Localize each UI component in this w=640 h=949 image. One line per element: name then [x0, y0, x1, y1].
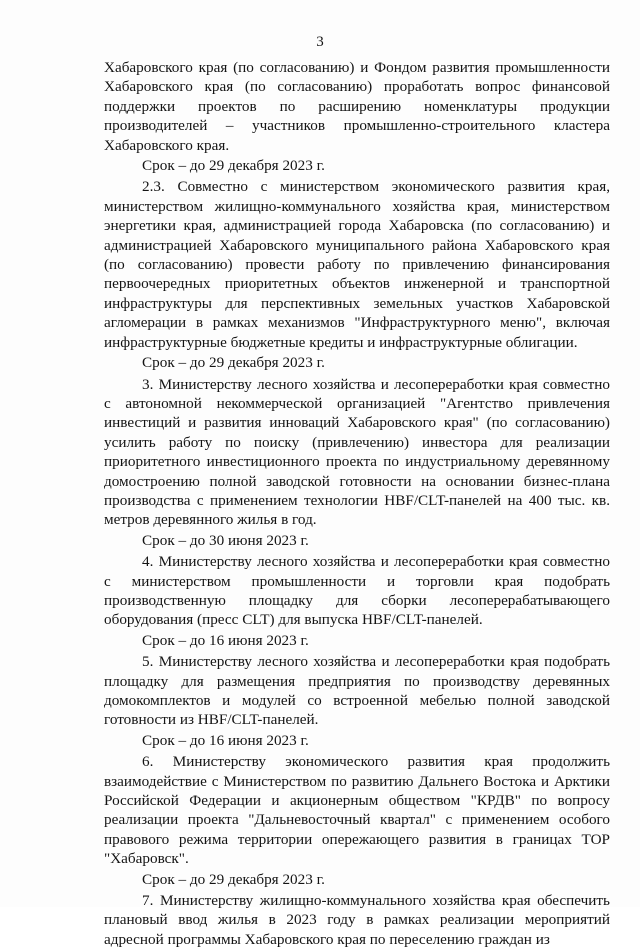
paragraph-5: 5. Министерству лесного хозяйства и лесопереработки края подобрать площадку для размещения предприятия по производству деревянных домокомплектов и модулей со встроенной мебелью полной заводской готовности из HBF/CLT-панелей. [104, 653, 610, 729]
deadline-text: Срок – до 16 июня 2023 г. [142, 731, 309, 749]
paragraph-6: 6. Министерству экономического развития края продолжить взаимодействие с Министерством по развитию Дальнего Востока и Арктики Российской Федерации и акционерным обществом "КРДВ" по вопросу реализации проекта "Дальневосточный квартал" с применением особого правового режима территории опережающего развития в границах ТОР "Хабаровск". [104, 753, 610, 868]
deadline-text: Срок – до 29 декабря 2023 г. [142, 870, 325, 888]
document-body [104, 58, 610, 949]
deadline-text: Срок – до 29 декабря 2023 г. [142, 354, 325, 372]
deadline-text: Срок – до 16 июня 2023 г. [142, 631, 309, 649]
page-number: 3 [316, 34, 324, 50]
paragraph-2-3: 2.3. Совместно с министерством экономического развития края, министерством жилищно-коммунального хозяйства края, министерством энергетики края, администрацией города Хабаровска (по согласованию) и администрацией Хабаровского муниципального района Хабаровского края (по согласованию) провести работу по привлечению финансирования первоочередных приоритетных объектов инженерной и транспортной инфраструктуры для перспективных земельных участков Хабаровской агломерации в рамках механизмов "Инфраструктурного меню", включая инфраструктурные бюджетные кредиты и инфраструктурные облигации. [104, 178, 610, 351]
paragraph-4: 4. Министерству лесного хозяйства и лесопереработки края совместно с министерством промышленности и торговли края подобрать производственную площадку для сборки лесоперерабатывающего оборудования (пресс CLT) для выпуска HBF/CLT-панелей. [104, 553, 610, 629]
deadline-text: Срок – до 29 декабря 2023 г. [142, 157, 325, 175]
paragraph-continuation: Хабаровского края (по согласованию) и Фондом развития промышленности Хабаровского края (по согласованию) проработать вопрос финансовой поддержки проектов по расширению номенклатуры продукции производителей – участников промышленно-строительного кластера Хабаровского края. [104, 59, 610, 154]
paragraph-3: 3. Министерству лесного хозяйства и лесопереработки края совместно с автономной некоммерческой организацией "Агентство привлечения инвестиций и развития инноваций Хабаровского края" (по согласованию) усилить работу по поиску (привлечению) инвестора для реализации приоритетного инвестиционного проекта по индустриальному деревянному домостроению полной заводской готовности на основании бизнес-плана производства с применением технологии HBF/CLT-панелей на 400 тыс. кв. метров деревянного жилья в год. [104, 375, 610, 529]
paragraph-7: 7. Министерству жилищно-коммунального хозяйства края обеспечить плановый ввод жилья в 2023 году в рамках реализации мероприятий адресной программы Хабаровского края по переселению граждан из [104, 892, 610, 948]
deadline-text: Срок – до 30 июня 2023 г. [142, 531, 309, 549]
